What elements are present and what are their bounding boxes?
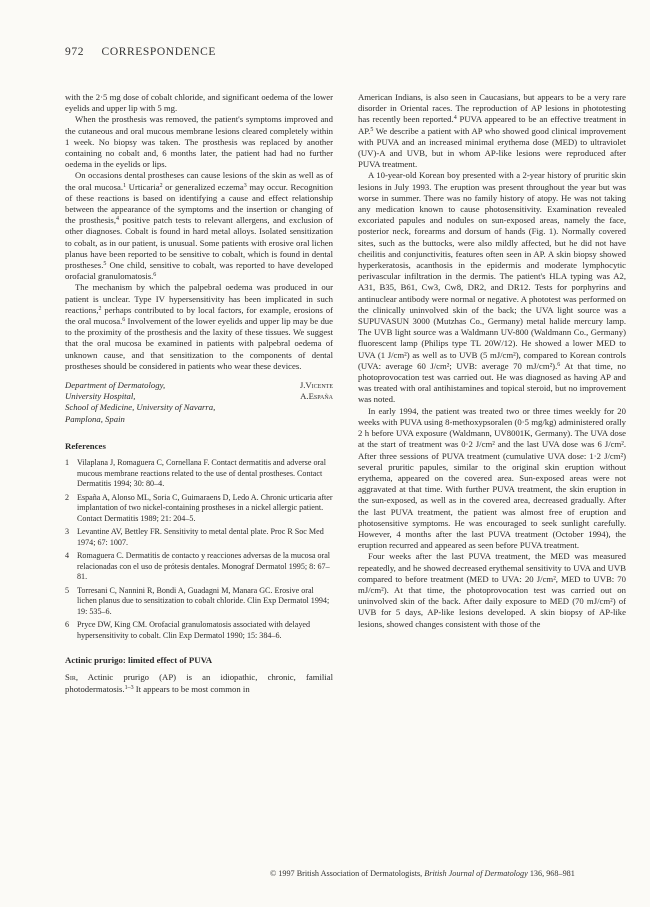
journal-title: British Journal of Dermatology [424, 869, 528, 878]
running-title: CORRESPONDENCE [101, 46, 217, 58]
reference-item: 3 Levantine AV, Bettley FR. Sensitivity to metal dental plate. Proc R Soc Med 1974; 67: 1007. [65, 527, 324, 547]
reference-item: 4 Romaguera C. Dermatitis de contacto y reacciones adversas de la mucosa oral relacionadas con el uso de prótesis dentales. Monograf Dermatol 1995; 8: 67–81. [65, 551, 331, 582]
reference-item: 5 Torresani C, Nannini R, Bondi A, Guadagni M, Manara GC. Erosive oral lichen planus due to sensitization to cobalt chloride. Clin Exp Dermatol 1994; 19: 535–6. [65, 585, 330, 616]
left-column [65, 92, 333, 695]
paragraph: On occasions dental prostheses can cause lesions of the skin as well as of the oral mucosa.$^1$ Urticaria$^2$ or generalized eczema$^3$ may occur. Recognition of these reactions is based on identifying a cause and effect relationship between the appearance of the symptoms and the insertion or changing of the prosthesis,$^4$ positive patch tests to relevant allergens, and exclusion of other diagnoses. Cobalt is found in hard metal alloys. Isolated sensitization to cobalt, as in our patient, is unusual. Some patients with erosive oral lichen planus have been reported to be sensitive to cobalt, which is found in dental prostheses.$^5$ One child, sensitive to cobalt, was reported to have developed orofacial granulomatosis.$^6$ [65, 170, 333, 282]
paragraph: When the prosthesis was removed, the patient's symptoms improved and the cutaneous and oral mucous membrane lesions cleared completely within 1 week. No biopsy was taken. The prosthesis was replaced by another containing no cobalt and, 6 months later, the patient had had no further oedema in the eyelids or lips. [65, 114, 333, 170]
reference-item: 2 España A, Alonso ML, Soria C, Guimaraens D, Ledo A. Chronic urticaria after implantation of two nickel-containing prostheses in a nickel allergic patient. Contact Dermatitis 1989; 21: 204–5. [65, 492, 333, 523]
paragraph: with the 2·5 mg dose of cobalt chloride, and significant oedema of the lower eyelids and upper lip with 5 mg. [65, 92, 333, 114]
page-number: 972 [65, 46, 85, 58]
paragraph: Four weeks after the last PUVA treatment, the MED was measured repeatedly, and he showed decreased erythemal sensitivity to UVA and UVB compared to before treatment (MED to UVA: 20 J/cm², MED to UVB: 70 mJ/cm²). At that time, the photoprovocation test was carried out on uninvolved skin of the back. After daily exposure to MED (70 mJ/cm²) of UVB for 5 days, AP-like lesions developed. A skin biopsy of AP-like lesions, showed changes consistent with those of the [358, 551, 626, 629]
paragraph: In early 1994, the patient was treated two or three times weekly for 20 weeks with PUVA using 8-methoxypsoralen (0·5 mg/kg) administered orally 2 h before UVA exposure (Waldmann, UV8001K, Germany). The UVA dose at the start of treatment was 0·2 J/cm² and the last UVA dose was 6 J/cm². After three sessions of PUVA treatment (cumulative UVA dose: 1·2 J/cm²) several pruritic papules, similar to the original skin eruption without erythema, appeared on the covered area. Sun-exposed areas were not aggravated at that time. With further PUVA treatment, the skin eruption in the sun-exposed, as well as in the covered area, decreased gradually. After the last PUVA treatment, the patient was almost free of eruption and photosensitive symptoms. He was encouraged to seek sunlight carefully. However, 4 months after the last PUVA treatment (October 1994), the eruption recurred and appeared as seen before PUVA treatment. [358, 405, 626, 551]
reference-list [65, 458, 333, 641]
author-names: J.Vicente A.España [299, 380, 333, 402]
affiliation: Department of Dermatology, University Hospital, School of Medicine, University of Navarra, Pamplona, Spain J.Vicente A.España [65, 380, 333, 424]
references-heading: References [65, 440, 106, 451]
paragraph: A 10-year-old Korean boy presented with a 2-year history of pruritic skin lesions in July 1993. The eruption was present throughout the year but was worse in summer. There was no family history of atopy. He was not taking any medication known to cause photosensitivity. Examination revealed excoriated papules and nodules on sun-exposed areas, namely the face, posterior neck, forearms and dorsum of hands (Fig. 1). Normally covered sites, such as the buttocks, were also mildly affected, but he did not have cheilitis and conjunctivitis, features often seen in AP. A skin biopsy showed hyperkeratosis, acanthosis in the epidermis and moderate lymphocytic perivascular infiltration in the dermis. The patient's HLA typing was A2, A31, B35, B61, Cw3, Cw8, DR2, and DR12. Tests for porphyrins and antinuclear antibody were normal or negative. A phototest was performed on the clinically uninvolved skin of the back; the UVA light source was a SUPUVASUN 3000 (Mutzhas Co., Germany) metal halide mercury lamp. The UVB light source was a Waldmann UV-800 (Waldmann Co., Germany) fluorescent lamp (Philips type TL 20W/12). He showed a lower MED to UVA (1 J/cm²) as well as to UVB (5 mJ/cm²), compared to Korean controls (UVA: average 60 J/cm²; UVB: average 70 mJ/cm²).$^6$ At that time, no photoprovocation test was carried out. He was diagnosed as having AP and was treated with oral antihistamines and topical steroid, but no improvement was noted. [358, 170, 626, 405]
reference-item: 6 Pryce DW, King CM. Orofacial granulomatosis associated with delayed hypersensitivity to cobalt. Clin Exp Dermatol 1990; 15: 384–6. [65, 620, 311, 640]
paragraph: The mechanism by which the palpebral oedema was produced in our patient is unclear. Type IV hypersensitivity has been implicated in such reactions,$^2$ perhaps contributed to by local factors, for example, erosions of the oral mucosa.$^6$ Involvement of the lower eyelids and upper lip may be due to the proximity of the prosthesis and the laxity of these tissues. We suggest that the oral mucosa be examined in patients with palpebral oedema of unknown cause, and that sensitization to the components of dental prostheses should be considered in patients who wear these devices. [65, 282, 333, 371]
section-heading: Actinic prurigo: limited effect of PUVA [65, 655, 213, 666]
page-header [65, 46, 216, 58]
reference-item: 1 Vilaplana J, Romaguera C, Cornellana F. Contact dermatitis and adverse oral mucous membrane reactions related to the use of dental prostheses. Contact Dermatitis 1994; 30: 80–4. [65, 458, 327, 489]
right-column [358, 92, 626, 630]
page-footer: © 1997 British Association of Dermatologists, British Journal of Dermatology 136, 968–981 [270, 869, 575, 878]
paragraph: Sir, Actinic prurigo (AP) is an idiopathic, chronic, familial photodermatosis.$^{1-3}$ It appears to be most common in [65, 672, 333, 694]
paragraph: American Indians, is also seen in Caucasians, but appears to be a very rare disorder in Oriental races. The reproduction of AP lesions in phototesting has recently been reported.$^4$ PUVA appeared to be an effective treatment in AP.$^5$ We describe a patient with AP who showed good clinical improvement with PUVA and an increased minimal erythema dose (MED) to ultraviolet (UV)-A and UVB, but in whom AP-like lesions were reproduced after PUVA treatment. [358, 92, 626, 170]
